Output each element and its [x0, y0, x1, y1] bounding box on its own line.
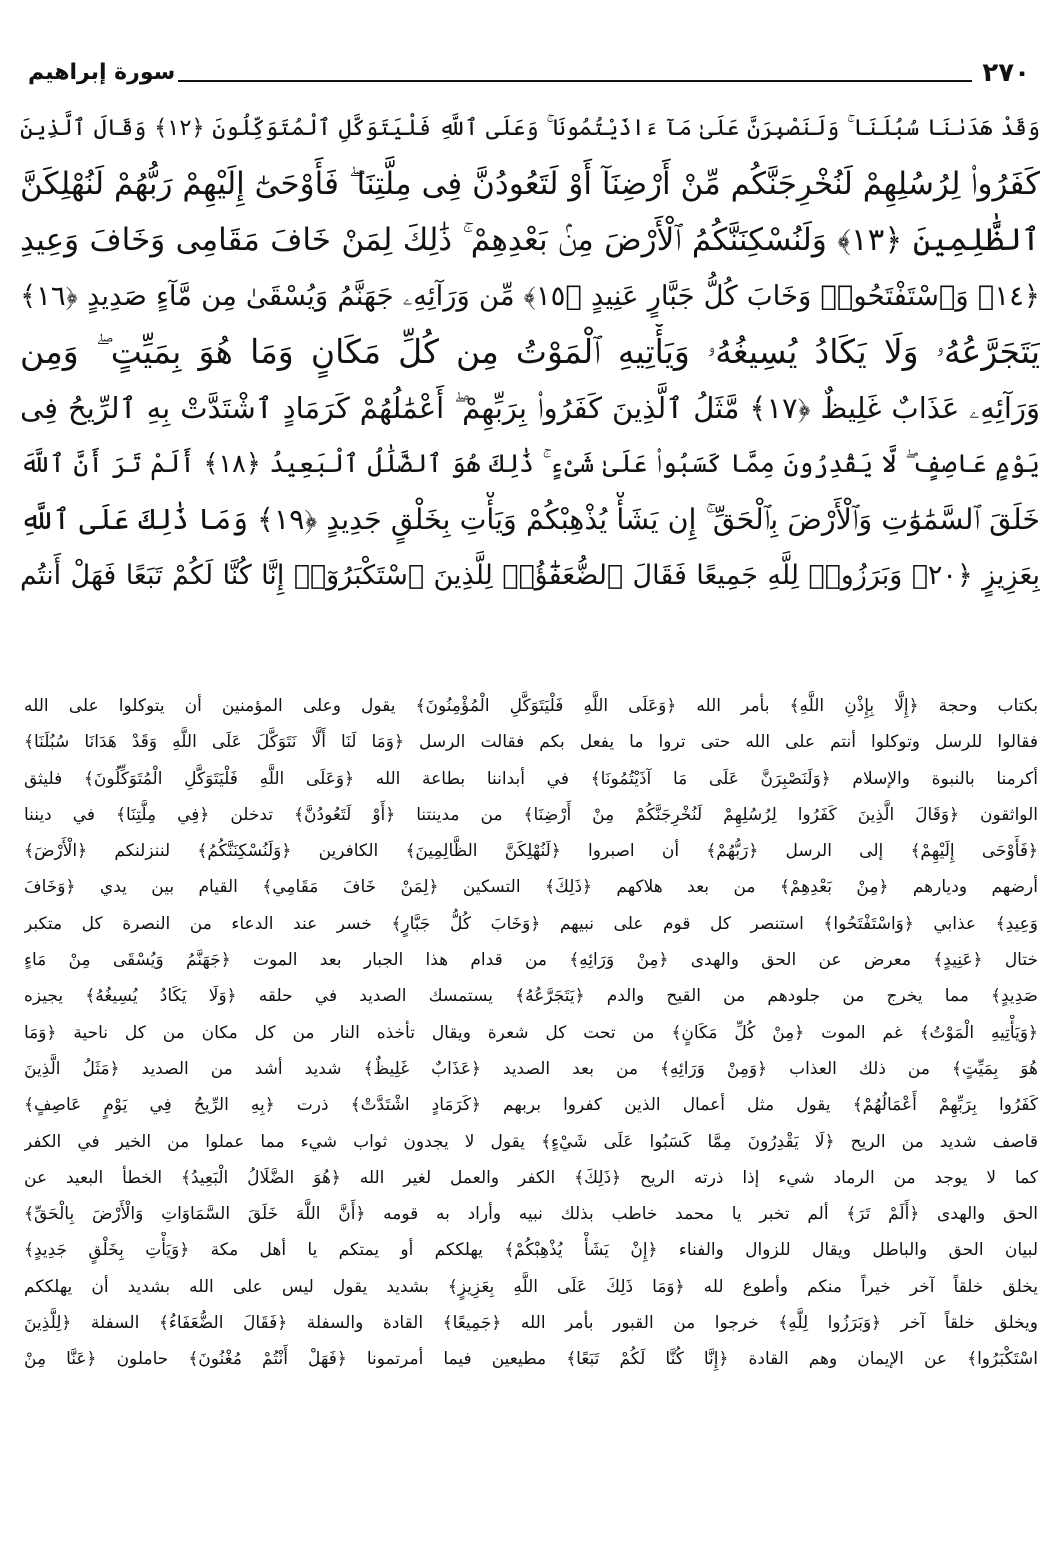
quran-line: يَتَجَرَّعُهُۥ وَلَا يَكَادُ يُسِيغُهُۥ وَيَأْتِيهِ ٱلْمَوْتُ مِن كُلِّ مَكَانٍ وَمَا هُوَ بِمَيِّتٍ ۖ وَمِن: [20, 332, 1040, 371]
tafsir-line: فقالوا للرسل وتوكلوا أنتم على الله حتى تروا ما يفعل بكم فقالت الرسل ﴿وَمَا لَنَا أَلَّا نَتَوَكَّلَ عَلَى اللَّهِ وَقَدْ هَدَانَا سُبُلَنَا﴾: [24, 732, 1038, 753]
tafsir-line: ﴿وَيَأْتِيهِ الْمَوْتُ﴾ غم الموت ﴿مِنْ كُلِّ مَكَانٍ﴾ من تحت كل شعرة ويقال تأخذه النار من كل مكان من كل ناحية ﴿وَمَا: [24, 1022, 1038, 1043]
tafsir-line: ويخلق خلقاً آخر ﴿وَبَرَزُوا لِلَّهِ﴾ خرجوا من القبور بأمر الله ﴿جَمِيعًا﴾ القادة والسفلة ﴿فَقَالَ الضُّعَفَاءُ﴾ السفلة ﴿لِلَّذِينَ: [24, 1313, 1038, 1334]
tafsir-line: هُوَ بِمَيِّتٍ﴾ من ذلك العذاب ﴿وَمِنْ وَرَائِهِ﴾ من بعد الصديد ﴿عَذَابٌ غَلِيظٌ﴾ شديد أشد من الصديد ﴿مَثَلُ الَّذِينَ: [24, 1058, 1038, 1079]
tafsir-line: قاصف شديد من الريح ﴿لَا يَقْدِرُونَ مِمَّا كَسَبُوا عَلَى شَيْءٍ﴾ يقول لا يجدون ثواب شيء مما عملوا من الخير في الكفر: [24, 1131, 1038, 1152]
quran-line: وَقَدْ هَدَىٰنَا سُبُلَنَا ۚ وَلَنَصْبِرَنَّ عَلَىٰ مَآ ءَاذَيْتُمُونَا ۚ وَعَلَى ٱللَّهِ فَلْيَتَوَكَّلِ ٱلْمُتَوَكِّلُونَ ﴿١٢﴾ وَقَالَ ٱلَّذِينَ: [20, 115, 1040, 141]
tafsir-line: يخلق خلقاً آخر خيراً منكم وأطوع لله ﴿وَمَا ذَلِكَ عَلَى اللَّهِ بِعَزِيزٍ﴾ بشديد يقول ليس على الله بشديد أن يهلككم: [24, 1276, 1038, 1297]
quran-line: ﴿١٤﴾ وَٱسْتَفْتَحُوا۟ وَخَابَ كُلُّ جَبَّارٍ عَنِيدٍ ﴿١٥﴾ مِّن وَرَآئِهِۦ جَهَنَّمُ وَيُسْقَىٰ مِن مَّآءٍ صَدِيدٍ ﴿١٦﴾: [20, 280, 1040, 312]
tafsir-text-block: [24, 688, 1038, 1378]
tafsir-line: صَدِيدٍ﴾ مما يخرج من جلودهم من القيح والدم ﴿يَتَجَرَّعُهُ﴾ يستمسك الصديد في حلقه ﴿وَلَا يَكَادُ يُسِيغُهُ﴾ يجيزه: [24, 986, 1038, 1007]
tafsir-line: لبيان الحق والباطل ويقال للزوال والفناء ﴿إِنْ يَشَأْ يُذْهِبْكُمْ﴾ يهلككم أو يمتكم يا أهل مكة ﴿وَيَأْتِ بِخَلْقٍ جَدِيدٍ﴾: [24, 1240, 1038, 1261]
tafsir-line: كما لا يوجد من الرماد شيء إذا ذرته الريح ﴿ذَلِكَ﴾ الكفر والعمل لغير الله ﴿هُوَ الضَّلَالُ الْبَعِيدُ﴾ الخطأ البعيد عن: [24, 1167, 1038, 1188]
tafsir-line: ختال ﴿عَنِيدٍ﴾ معرض عن الحق والهدى ﴿مِنْ وَرَائِهِ﴾ من قدام هذا الجبار بعد الموت ﴿جَهَنَّمُ وَيُسْقَى مِنْ مَاءٍ: [24, 950, 1038, 971]
quran-line: خَلَقَ ٱلسَّمَٰوَٰتِ وَٱلْأَرْضَ بِٱلْحَقِّ ۚ إِن يَشَأْ يُذْهِبْكُمْ وَيَأْتِ بِخَلْقٍ جَدِيدٍ ﴿١٩﴾ وَمَا ذَٰلِكَ عَلَى ٱللَّهِ: [20, 503, 1040, 536]
page-header: [28, 58, 1034, 98]
tafsir-line: الحق والهدى ﴿أَلَمْ تَرَ﴾ ألم تخبر يا محمد خاطب بذلك نبيه وأراد به قومه ﴿أَنَّ اللَّهَ خَلَقَ السَّمَاوَاتِ وَالْأَرْضَ بِالْحَقِّ﴾: [24, 1204, 1038, 1225]
tafsir-line: بكتاب وحجة ﴿إِلَّا بِإِذْنِ اللَّهِ﴾ بأمر الله ﴿وَعَلَى اللَّهِ فَلْيَتَوَكَّلِ الْمُؤْمِنُونَ﴾ يقول وعلى المؤمنين أن يتوكلوا على الله: [24, 696, 1038, 716]
tafsir-line: الواثقون ﴿وَقَالَ الَّذِينَ كَفَرُوا لِرُسُلِهِمْ لَنُخْرِجَنَّكُمْ مِنْ أَرْضِنَا﴾ من مدينتنا ﴿أَوْ لَتَعُودُنَّ﴾ تدخلن ﴿فِي مِلَّتِنَا﴾ في ديننا: [24, 804, 1038, 825]
tafsir-line: ﴿فَأَوْحَى إِلَيْهِمْ﴾ إلى الرسل ﴿رَبُّهُمْ﴾ أن اصبروا ﴿لَنُهْلِكَنَّ الظَّالِمِينَ﴾ الكافرين ﴿وَلَنُسْكِنَنَّكُمُ﴾ لننزلنكم ﴿الْأَرْضَ﴾: [24, 841, 1038, 862]
tafsir-line: أكرمنا بالنبوة والإسلام ﴿وَلَنَصْبِرَنَّ عَلَى مَا آذَيْتُمُونَا﴾ في أبداننا بطاعة الله ﴿وَعَلَى اللَّهِ فَلْيَتَوَكَّلِ الْمُتَوَكِّلُونَ﴾ فليثق: [24, 768, 1038, 789]
header-rule: [178, 80, 972, 82]
surah-name: سورة إبراهيم: [28, 60, 176, 85]
quran-text-block: [20, 100, 1040, 604]
page-number: ٢٧٠: [982, 58, 1030, 88]
tafsir-line: كَفَرُوا بِرَبِّهِمْ أَعْمَالُهُمْ﴾ يقول مثل أعمال الذين كفروا بربهم ﴿كَرَمَادٍ اشْتَدَّتْ﴾ ذرت ﴿بِهِ الرِّيحُ فِي يَوْمٍ عَاصِفٍ﴾: [24, 1095, 1038, 1116]
quran-line: بِعَزِيزٍ ﴿٢٠﴾ وَبَرَزُوا۟ لِلَّهِ جَمِيعًا فَقَالَ ٱلضُّعَفَٰٓؤُا۟ لِلَّذِينَ ٱسْتَكْبَرُوٓا۟ إِنَّا كُنَّا لَكُمْ تَبَعًا فَهَلْ أَنتُم: [20, 560, 1040, 591]
tafsir-line: وَعِيدِ﴾ عذابي ﴿وَاسْتَفْتَحُوا﴾ استنصر كل قوم على نبيهم ﴿وَخَابَ كُلُّ جَبَّارٍ﴾ خسر عند الدعاء من النصرة كل متكبر: [24, 913, 1038, 934]
quran-line: وَرَآئِهِۦ عَذَابٌ غَلِيظٌ ﴿١٧﴾ مَّثَلُ ٱلَّذِينَ كَفَرُوا۟ بِرَبِّهِمْ ۖ أَعْمَٰلُهُمْ كَرَمَادٍ ٱشْتَدَّتْ بِهِ ٱلرِّيحُ فِى: [20, 391, 1040, 425]
quran-line: يَوْمٍ عَاصِفٍ ۖ لَّا يَقْدِرُونَ مِمَّا كَسَبُوا۟ عَلَىٰ شَىْءٍ ۚ ذَٰلِكَ هُوَ ٱلضَّلَٰلُ ٱلْبَعِيدُ ﴿١٨﴾ أَلَمْ تَرَ أَنَّ ٱللَّهَ: [20, 449, 1040, 479]
tafsir-line: اسْتَكْبَرُوا﴾ عن الإيمان وهم القادة ﴿إِنَّا كُنَّا لَكُمْ تَبَعًا﴾ مطيعين فيما أمرتمونا ﴿فَهَلْ أَنْتُمْ مُغْنُونَ﴾ حاملون ﴿عَنَّا مِنْ: [24, 1349, 1038, 1370]
quran-line: ٱلظَّٰلِمِينَ ﴿١٣﴾ وَلَنُسْكِنَنَّكُمُ ٱلْأَرْضَ مِنۢ بَعْدِهِمْ ۚ ذَٰلِكَ لِمَنْ خَافَ مَقَامِى وَخَافَ وَعِيدِ: [20, 222, 1040, 258]
quran-line: كَفَرُوا۟ لِرُسُلِهِمْ لَنُخْرِجَنَّكُم مِّنْ أَرْضِنَآ أَوْ لَتَعُودُنَّ فِى مِلَّتِنَا ۖ فَأَوْحَىٰٓ إِلَيْهِمْ رَبُّهُمْ لَنُهْلِكَنَّ: [20, 166, 1040, 202]
tafsir-line: أرضهم وديارهم ﴿مِنْ بَعْدِهِمْ﴾ من بعد هلاكهم ﴿ذَلِكَ﴾ التسكين ﴿لِمَنْ خَافَ مَقَامِي﴾ القيام بين يدي ﴿وَخَافَ: [24, 877, 1038, 898]
